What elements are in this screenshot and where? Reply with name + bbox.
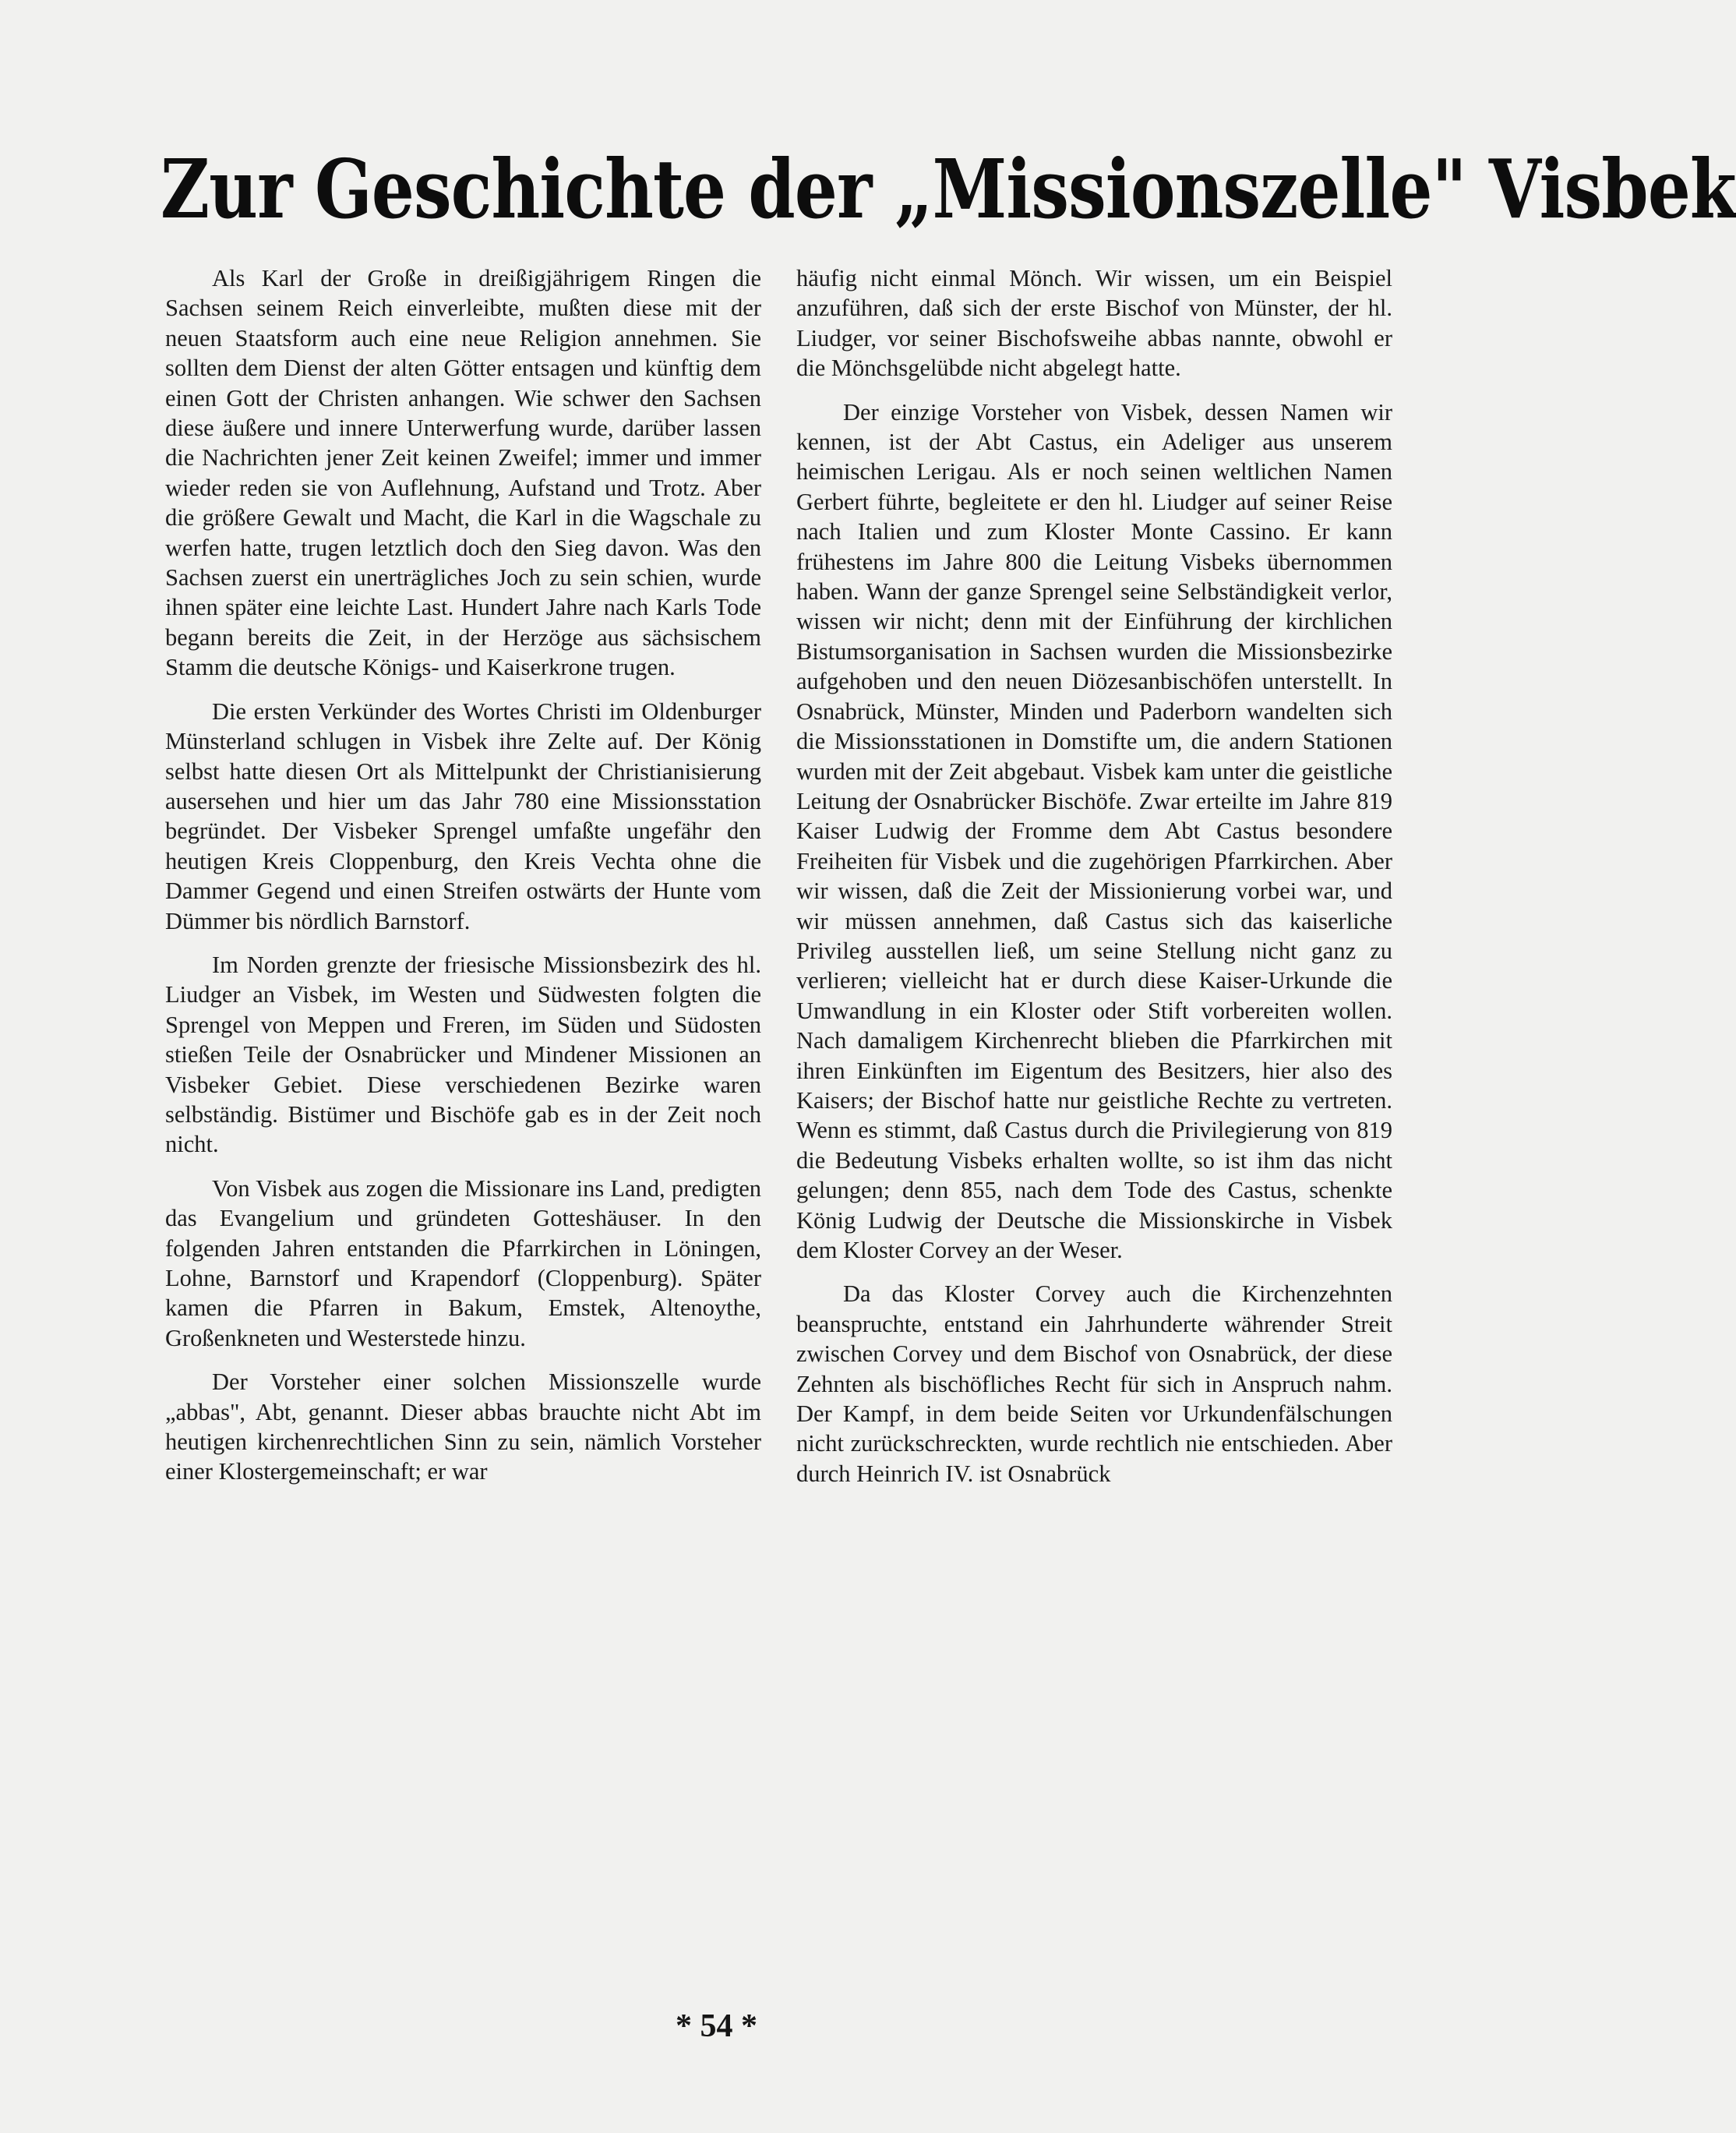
paragraph: Da das Kloster Corvey auch die Kirchenzehnten beanspruchte, entstand ein Jahrhunderte währender Streit zwischen Corvey und dem Bischof von Osnabrück, der diese Zehnten als bischöfliches Recht für sich in Anspruch nahm. Der Kampf, in dem beide Seiten vor Urkundenfälschungen nicht zurückschreckten, wurde rechtlich nie entschieden. Aber durch Heinrich IV. ist Osnabrück <box>796 1280 1392 1487</box>
paragraph: Der einzige Vorsteher von Visbek, dessen Namen wir kennen, ist der Abt Castus, ein Adeliger aus unserem heimischen Lerigau. Als er noch seinen weltlichen Namen Gerbert führte, begleitete er den hl. Liudger auf seiner Reise nach Italien und zum Kloster Monte Cassino. Er kann frühestens im Jahre 800 die Leitung Visbeks übernommen haben. Wann der ganze Sprengel seine Selbständigkeit verlor, wissen wir nicht; denn mit der Einführung der kirchlichen Bistumsorganisation in Sachsen wurden die Missionsbezirke aufgehoben und den neuen Diözesanbischöfen unterstellt. In Osnabrück, Münster, Minden und Paderborn wandelten sich die Missionsstationen in Domstifte um, die andern Stationen wurden mit der Zeit abgebaut. Visbek kam unter die geistliche Leitung der Osnabrücker Bischöfe. Zwar erteilte im Jahre 819 Kaiser Ludwig der Fromme dem Abt Castus besondere Freiheiten für Visbek und die zugehörigen Pfarrkirchen. Aber wir wissen, daß die Zeit der Missionierung vorbei war, und wir müssen annehmen, daß Castus sich das kaiserliche Privileg ausstellen ließ, um seine Stellung nicht ganz zu verlieren; vielleicht hat er durch diese Kaiser-Urkunde die Umwandlung in ein Kloster oder Stift vorbereiten wollen. Nach damaligem Kirchenrecht blieben die Pfarrkirchen mit ihren Einkünften im Eigentum des Besitzers, hier also des Kaisers; der Bischof hatte nur geistliche Rechte zu vertreten. Wenn es stimmt, daß Castus durch die Privilegierung von 819 die Bedeutung Visbeks erhalten wollte, so ist ihm das nicht gelungen; denn 855, nach dem Tode des Castus, schenkte König Ludwig der Deutsche die Missionskirche in Visbek dem Kloster Corvey an der Weser. <box>796 398 1392 1263</box>
paragraph: Die ersten Verkünder des Wortes Christi im Oldenburger Münsterland schlugen in Visbek ihre Zelte auf. Der König selbst hatte diesen Ort als Mittelpunkt der Christianisierung ausersehen und hier um das Jahr 780 eine Missionsstation begründet. Der Visbeker Sprengel umfaßte ungefähr den heutigen Kreis Cloppenburg, den Kreis Vechta ohne die Dammer Gegend und einen Streifen ostwärts der Hunte vom Dümmer bis nördlich Barnstorf. <box>165 697 761 934</box>
paragraph: Als Karl der Große in dreißigjährigem Ringen die Sachsen seinem Reich einverleibte, mußten diese mit der neuen Staatsform auch eine neue Religion annehmen. Sie sollten dem Dienst der alten Götter entsagen und künftig dem einen Gott der Christen anhangen. Wie schwer den Sachsen diese äußere und innere Unterwerfung wurde, darüber lassen die Nachrichten jener Zeit keinen Zweifel; immer und immer wieder reden sie von Auflehnung, Aufstand und Trotz. Aber die größere Gewalt und Macht, die Karl in die Wagschale zu werfen hatte, trugen letztlich doch den Sieg davon. Was den Sachsen zuerst ein unerträgliches Joch zu sein schien, wurde ihnen später eine leichte Last. Hundert Jahre nach Karls Tode begann bereits die Zeit, in der Herzöge aus sächsischem Stamm die deutsche Königs- und Kaiserkrone trugen. <box>165 265 761 681</box>
paragraph: Von Visbek aus zogen die Missionare ins Land, predigten das Evangelium und gründeten Gotteshäuser. In den folgenden Jahren entstanden die Pfarrkirchen in Löningen, Lohne, Barnstorf und Krapendorf (Cloppenburg). Später kamen die Pfarren in Bakum, Emstek, Altenoythe, Großenkneten und Westerstede hinzu. <box>165 1174 761 1351</box>
paragraph: Im Norden grenzte der friesische Missionsbezirk des hl. Liudger an Visbek, im Westen und Südwesten folgten die Sprengel von Meppen und Freren, im Süden und Südosten stießen Teile der Osnabrücker und Mindener Missionen an Visbeker Gebiet. Diese verschiedenen Bezirke waren selbständig. Bistümer und Bischöfe gab es in der Zeit noch nicht. <box>165 951 761 1158</box>
paragraph-continuation: häufig nicht einmal Mönch. Wir wissen, um ein Beispiel anzuführen, daß sich der erste Bischof von Münster, der hl. Liudger, vor seiner Bischofsweihe abbas nannte, obwohl er die Mönchsgelübde nicht abgelegt hatte. <box>796 265 1392 382</box>
page-number: * 54 * <box>676 2008 757 2044</box>
left-column <box>165 263 761 1501</box>
article-title: Zur Geschichte der „Missionszelle" Visbek <box>161 141 1736 237</box>
right-column <box>796 263 1392 1503</box>
paragraph: Der Vorsteher einer solchen Missionszelle wurde „abbas", Abt, genannt. Dieser abbas brauchte nicht Abt im heutigen kirchenrechtlichen Sinn zu sein, nämlich Vorsteher einer Klostergemeinschaft; er war <box>165 1368 761 1485</box>
